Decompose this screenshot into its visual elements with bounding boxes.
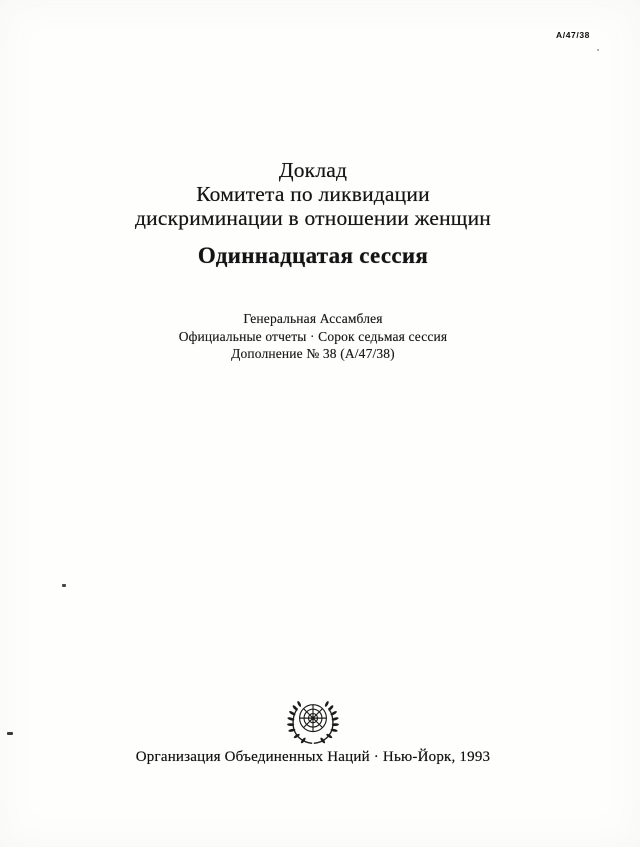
report-title-line-3: дискриминации в отношении женщин xyxy=(135,206,491,230)
scan-speck xyxy=(62,584,66,587)
scan-speck xyxy=(7,732,13,735)
report-title-line-2: Комитета по ликвидации xyxy=(196,182,430,206)
session-title: Одиннадцатая сессия xyxy=(197,243,429,268)
general-assembly-label: Генеральная Ассамблея xyxy=(243,311,383,326)
report-title-line-1: Доклад xyxy=(278,158,348,182)
doc-symbol: A/47/38 xyxy=(556,30,590,40)
emblem-container xyxy=(0,700,626,746)
edition-block xyxy=(0,310,626,363)
scan-speck xyxy=(597,49,599,51)
supplement-label: Дополнение № 38 (A/47/38) xyxy=(231,346,395,361)
imprint-line: Организация Объединенных Наций · Нью-Йорк, 1993 xyxy=(135,749,491,765)
un-emblem-icon xyxy=(287,700,339,746)
report-title xyxy=(0,158,626,230)
official-records-label: Официальные отчеты · Сорок седьмая сессия xyxy=(178,328,448,344)
